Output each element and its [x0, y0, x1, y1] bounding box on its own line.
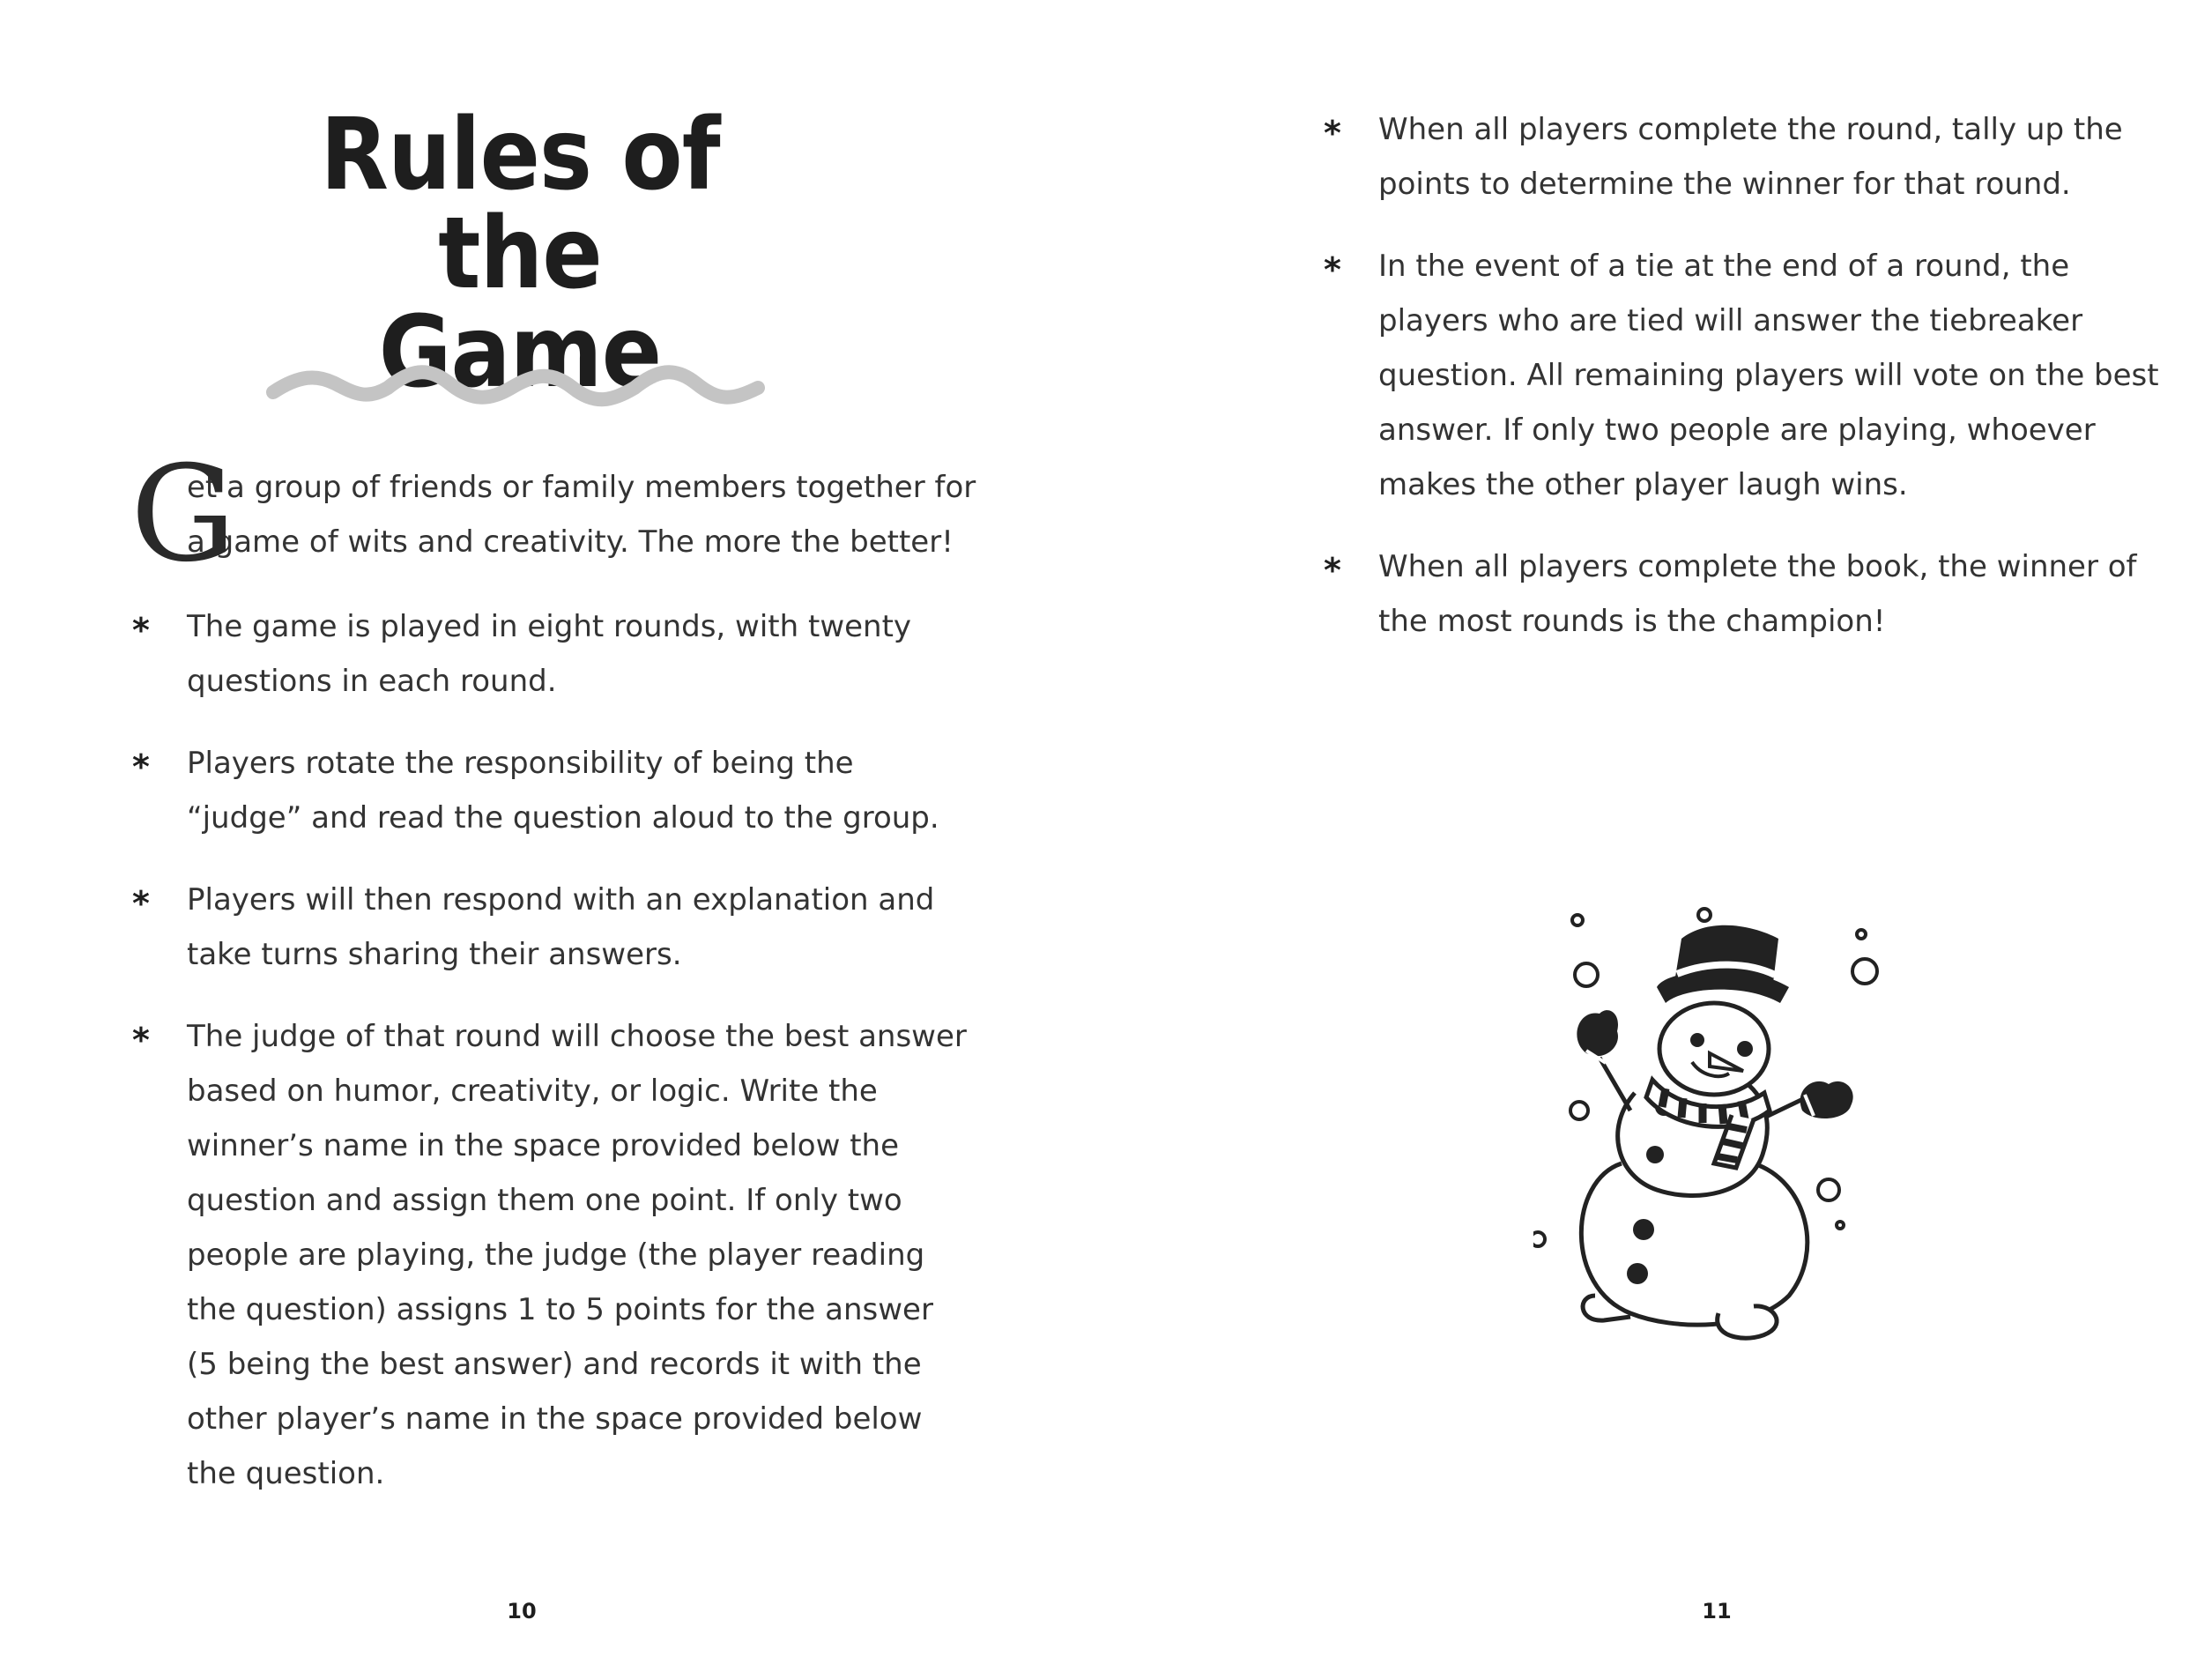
rule-line: question and assign them one point. If only two: [187, 1183, 902, 1218]
rule-line: the most rounds is the champion!: [1378, 604, 1886, 639]
rule-item: [132, 599, 925, 709]
rule-text: [187, 599, 925, 709]
intro-line: et a group of friends or family members together for: [187, 470, 976, 505]
rule-text: [1378, 239, 2159, 512]
rule-line: take turns sharing their answers.: [187, 937, 682, 972]
rule-line: people are playing, the judge (the player reading: [187, 1237, 925, 1273]
snowman-icon: [1533, 899, 1904, 1357]
rule-line: (5 being the best answer) and records it with the: [187, 1347, 922, 1382]
asterisk-bullet-icon: *: [1324, 250, 1341, 289]
asterisk-bullet-icon: *: [1324, 551, 1341, 590]
rule-line: When all players complete the round, tally up the: [1378, 112, 2123, 147]
rule-line: answer. If only two people are playing, whoever: [1378, 412, 2096, 448]
rule-item: [132, 873, 935, 982]
drop-cap: G: [130, 438, 236, 591]
rule-item: [1324, 239, 2159, 512]
rule-line: questions in each round.: [187, 664, 557, 699]
rule-text: [1378, 539, 2137, 649]
rule-text: [187, 736, 939, 845]
rules-list-left: [132, 599, 967, 1528]
title-line-2: the Game: [378, 197, 662, 410]
title-line-1: Rules of: [320, 98, 720, 212]
page-number: 10: [507, 1599, 537, 1624]
asterisk-bullet-icon: *: [132, 1021, 150, 1059]
rule-line: players who are tied will answer the tiebreaker: [1378, 303, 2083, 338]
rule-item: [132, 1009, 967, 1501]
rule-text: [1378, 102, 2123, 212]
rule-item: [1324, 102, 2123, 212]
rule-line: question. All remaining players will vote on the best: [1378, 358, 2159, 393]
asterisk-bullet-icon: *: [132, 884, 150, 923]
rule-line: In the event of a tie at the end of a round, the: [1378, 249, 2070, 284]
rule-line: Players rotate the responsibility of being the: [187, 746, 854, 781]
rule-line: winner’s name in the space provided below the: [187, 1128, 899, 1163]
asterisk-bullet-icon: *: [132, 611, 150, 650]
rule-line: the question.: [187, 1456, 385, 1491]
rule-item: [132, 736, 939, 845]
rules-list-right: [1324, 102, 2159, 676]
rule-line: “judge” and read the question aloud to the group.: [187, 800, 939, 836]
rule-line: makes the other player laugh wins.: [1378, 467, 1908, 502]
squiggle-divider-icon: [264, 353, 776, 414]
rule-line: When all players complete the book, the winner of: [1378, 549, 2137, 584]
rule-line: The game is played in eight rounds, with twenty: [187, 609, 912, 644]
rule-text: [187, 873, 935, 982]
page-number: 11: [1702, 1599, 1732, 1624]
rule-line: based on humor, creativity, or logic. Write the: [187, 1074, 878, 1109]
rule-line: points to determine the winner for that round.: [1378, 167, 2071, 202]
intro-line: a game of wits and creativity. The more the better!: [187, 524, 954, 560]
asterisk-bullet-icon: *: [1324, 114, 1341, 152]
rule-line: The judge of that round will choose the best answer: [187, 1019, 967, 1054]
asterisk-bullet-icon: *: [132, 747, 150, 786]
rule-item: [1324, 539, 2137, 649]
rule-line: the question) assigns 1 to 5 points for the answer: [187, 1292, 933, 1327]
rule-line: Players will then respond with an explanation and: [187, 882, 935, 918]
intro-paragraph: [130, 438, 976, 591]
rule-line: other player’s name in the space provided below: [187, 1401, 923, 1437]
rule-text: [187, 1009, 967, 1501]
